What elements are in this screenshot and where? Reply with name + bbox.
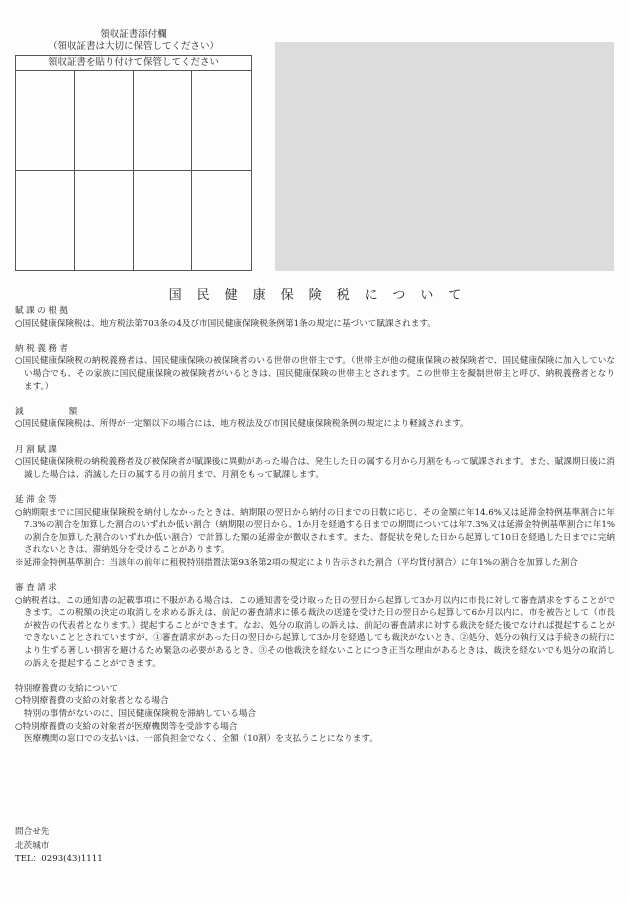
special-item-detail: 医療機関の窓口での支払いは、一部負担金でなく、全額（10割）を支払うことになります。 xyxy=(24,734,378,745)
special-item-bullet: ○特別療養費の支給の対象者となる場合 xyxy=(15,696,169,707)
section-heading: 納税義務者 xyxy=(15,343,71,354)
section-paragraph: ○納税者は、この通知書の記載事項に不服がある場合は、この通知書を受け取った日の翌日から起算して3か月以内に市長に対して審査請求をすることができます。この税額の決定の取消しを求める訴えは、前記の審査請求に係る裁決の送達を受けた日の翌日から起算して6か月以内に、市を被告として（市長が被告の代表者となります。）提起することができます。なお、処分の取消しの訴えは、前記の審査請求に対する裁決を経た後でなければ提起することができないこととされていますが、①審査請求があった日の翌日から起算して3か月を経過しても裁決がないとき、②処分、処分の執行又は手続きの続行により生ずる著しい損害を避けるため緊急の必要があるとき、③その他裁決を経ないことにつき正当な理由があるときは、裁決を経ないでも処分の取消しの訴えを提起することができます。 xyxy=(15,595,615,669)
section-paragraph: ○納期限までに国民健康保険税を納付しなかったときは、納期限の翌日から納付の日までの日数に応じ、その金額に年14.6%又は延滞金特例基準割合に年7.3%の割合を加算した割合のいずれか低い割合（納期限の翌日から、1か月を経過する日までの期間については年7.3%又は延滞金特例基準割合に年1%の割合を加算した割合のいずれか低い割合）で計算した額の延滞金が徴収されます。また、督促状を発した日から起算して10日を経過した日までに完納されないときは、滞納処分を受けることがあります。 xyxy=(15,507,615,556)
receipt-cell xyxy=(16,171,75,271)
contact-label: 問合せ先 xyxy=(15,827,50,837)
receipt-cell xyxy=(75,171,134,271)
receipt-cell xyxy=(75,71,134,171)
contact-organization: 北茨城市 xyxy=(15,840,50,851)
section-note: ※延滞金特例基準割合：当該年の前年に租税特別措置法第93条第2項の規定により告示された割合（平均貸付割合）に年1%の割合を加算した割合 xyxy=(15,557,578,568)
section-heading: 月割賦課 xyxy=(15,444,60,455)
section-taxpayer xyxy=(15,343,615,393)
section-paragraph: ○国民健康保険税の納税義務者及び被保険者が賦課後に異動があった場合は、発生した日の属する月から月割をもって賦課されます。また、賦課期日後に消滅した場合は、消滅した日の属する月の前月まで、月割をもって賦課します。 xyxy=(15,457,615,480)
section-late-fee xyxy=(15,494,615,570)
section-paragraph: ○国民健康保険税の納税義務者は、国民健康保険の被保険者のいる世帯の世帯主です。（世帯主が他の健康保険の被保険者で、国民健康保険に加入していない場合でも、その家族に国民健康保険の被保険者がいるときは、国民健康保険の世帯主とされます。この世帯主を擬制世帯主と呼び、納税義務者となります。） xyxy=(15,356,615,392)
receipt-section-subtitle: （領収証書は大切に保管してください） xyxy=(47,41,219,52)
heading-char: 額 xyxy=(68,406,78,417)
section-basis xyxy=(15,305,615,330)
receipt-table-header: 領収証書を貼り付けて保管してください xyxy=(16,56,251,71)
receipt-cell xyxy=(134,171,193,271)
receipt-attachment-table xyxy=(15,55,252,271)
receipt-cell xyxy=(134,71,193,171)
contact-phone: TEL：0293(43)1111 xyxy=(15,854,103,864)
receipt-section-title: 領収証書添付欄 xyxy=(100,29,167,40)
section-appeal xyxy=(15,582,615,670)
section-monthly xyxy=(15,444,615,482)
section-paragraph: ○国民健康保険税は、所得が一定額以下の場合には、地方税法及び市国民健康保険税条例の規定により軽減されます。 xyxy=(15,419,469,430)
special-item-bullet: ○特別療養費の支給の対象者が医療機関等を受診する場合 xyxy=(15,721,238,732)
section-heading: 特別療養費の支給について xyxy=(15,683,118,694)
special-item-detail: 特別の事情がないのに、国民健康保険税を滞納している場合 xyxy=(24,709,257,719)
section-paragraph: ○国民健康保険税は、地方税法第703条の4及び市国民健康保険税条例第1条の規定に基づいて賦課されます。 xyxy=(15,318,436,329)
contact-block xyxy=(15,826,103,867)
document-body xyxy=(15,305,615,758)
section-heading: 審査請求 xyxy=(15,583,60,594)
receipt-cell xyxy=(192,71,251,171)
section-heading: 延滞金等 xyxy=(15,494,60,505)
section-special-medical xyxy=(15,683,615,746)
heading-char: 減 xyxy=(15,406,24,417)
receipt-cell xyxy=(16,71,75,171)
image-placeholder xyxy=(275,42,614,271)
receipt-cell xyxy=(192,171,251,271)
document-title: 国民健康保険税について xyxy=(168,288,477,303)
section-reduction xyxy=(15,406,615,431)
receipt-grid xyxy=(16,71,251,271)
section-heading xyxy=(15,406,615,419)
section-heading: 賦課の根拠 xyxy=(15,306,71,316)
